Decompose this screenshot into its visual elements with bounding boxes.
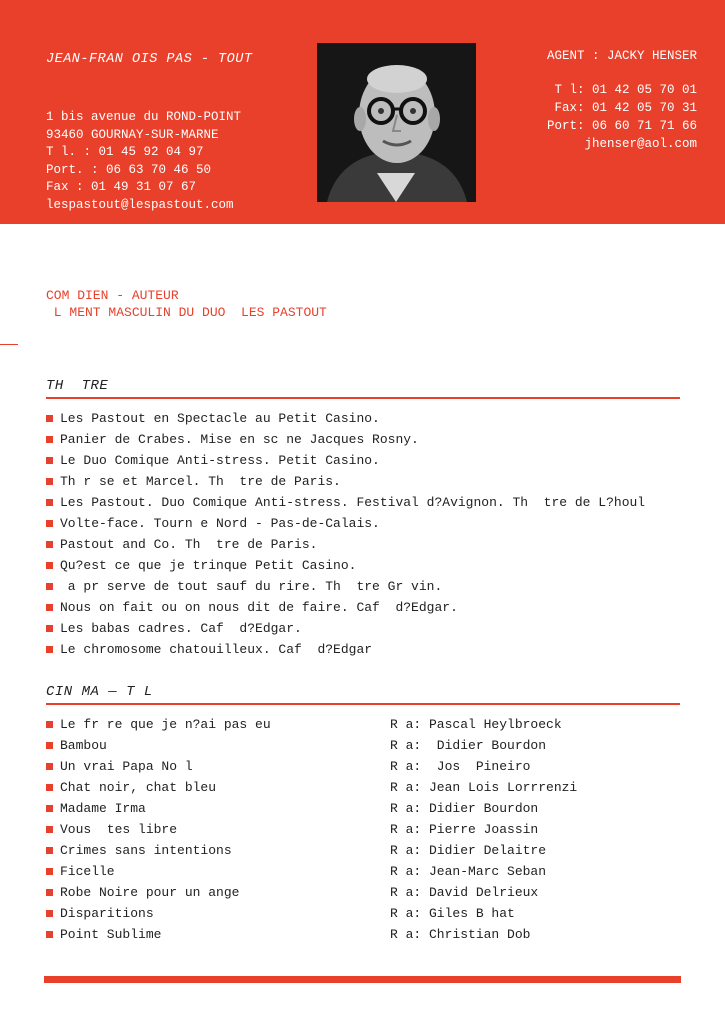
bullet-icon (46, 625, 53, 632)
theatre-item-text: Panier de Crabes. Mise en sc ne Jacques Rosny. (60, 432, 419, 447)
bullet-icon (46, 805, 53, 812)
agent-title: AGENT : JACKY HENSER (546, 49, 697, 63)
theatre-list (46, 408, 645, 660)
bullet-icon (46, 415, 53, 422)
agent-phone: T l: 01 42 05 70 01 (554, 83, 697, 97)
theatre-item-text: Le Duo Comique Anti-stress. Petit Casino. (60, 453, 380, 468)
film-title: Chat noir, chat bleu (60, 780, 217, 795)
agent-email[interactable]: jhenser@aol.com (584, 137, 697, 151)
theatre-item (46, 618, 645, 639)
theatre-heading: TH TRE (46, 378, 109, 394)
film-director: R a: Didier Bourdon (390, 738, 547, 753)
cinema-item (46, 756, 577, 777)
film-title: Le fr re que je n?ai pas eu (60, 717, 271, 732)
film-title: Bambou (60, 738, 107, 753)
margin-tick (0, 344, 18, 345)
cinema-item (46, 777, 577, 798)
bullet-icon (46, 520, 53, 527)
cinema-item (46, 924, 577, 945)
film-director: R a: Didier Delaitre (390, 843, 547, 858)
film-title: Point Sublime (60, 927, 162, 942)
cinema-item (46, 798, 577, 819)
film-director: R a: Didier Bourdon (390, 801, 539, 816)
theatre-item-text: Nous on fait ou on nous dit de faire. Caf d?Edgar. (60, 600, 458, 615)
bullet-icon (46, 847, 53, 854)
bullet-icon (46, 889, 53, 896)
theatre-item (46, 597, 645, 618)
theatre-item-text: Les Pastout en Spectacle au Petit Casino. (60, 411, 380, 426)
theatre-item (46, 513, 645, 534)
theatre-item (46, 450, 645, 471)
bullet-icon (46, 457, 53, 464)
agent-fax: Fax: 01 42 05 70 31 (554, 101, 697, 115)
theatre-item-text: a pr serve de tout sauf du rire. Th tre Gr vin. (60, 579, 443, 594)
cinema-item (46, 861, 577, 882)
role-block (46, 287, 327, 321)
agent-block (547, 47, 697, 153)
cinema-item (46, 840, 577, 861)
cinema-item (46, 735, 577, 756)
cinema-item (46, 882, 577, 903)
film-title: Madame Irma (60, 801, 146, 816)
bullet-icon (46, 436, 53, 443)
actor-name: JEAN-FRAN OIS PAS - TOUT (46, 52, 253, 67)
film-title: Ficelle (60, 864, 115, 879)
bullet-icon (46, 499, 53, 506)
cinema-item (46, 819, 577, 840)
contact-address: 1 bis avenue du ROND-POINT (46, 110, 242, 124)
contact-fax: Fax : 01 49 31 07 67 (46, 180, 197, 194)
film-director: R a: Giles B hat (390, 906, 515, 921)
portrait-photo (317, 43, 476, 202)
theatre-item-text: Qu?est ce que je trinque Petit Casino. (60, 558, 357, 573)
bullet-icon (46, 910, 53, 917)
film-title: Crimes sans intentions (60, 843, 232, 858)
portrait-image (317, 43, 476, 202)
contact-city: 93460 GOURNAY-SUR-MARNE (46, 127, 219, 142)
theatre-item-text: Les babas cadres. Caf d?Edgar. (60, 621, 302, 636)
cinema-list (46, 714, 577, 945)
film-director: R a: David Delrieux (390, 885, 539, 900)
theatre-item-text: Th r se et Marcel. Th tre de Paris. (60, 474, 341, 489)
bullet-icon (46, 541, 53, 548)
theatre-item-text: Les Pastout. Duo Comique Anti-stress. Festival d?Avignon. Th tre de L?houl (60, 495, 646, 510)
bullet-icon (46, 646, 53, 653)
footer-bar (44, 976, 681, 983)
bullet-icon (46, 604, 53, 611)
role-title: COM DIEN - AUTEUR (46, 288, 179, 303)
film-director: R a: Pierre Joassin (390, 822, 539, 837)
film-title: Disparitions (60, 906, 154, 921)
theatre-item-text: Le chromosome chatouilleux. Caf d?Edgar (60, 642, 373, 657)
cinema-item (46, 903, 577, 924)
contact-phone: T l. : 01 45 92 04 97 (46, 145, 204, 159)
theatre-item (46, 429, 645, 450)
film-title: Robe Noire pour un ange (60, 885, 240, 900)
theatre-item (46, 534, 645, 555)
film-director: R a: Jean-Marc Seban (390, 864, 547, 879)
film-title: Vous tes libre (60, 822, 178, 837)
film-title: Un vrai Papa No l (60, 759, 193, 774)
bullet-icon (46, 478, 53, 485)
theatre-item (46, 555, 645, 576)
theatre-item (46, 576, 645, 597)
bullet-icon (46, 583, 53, 590)
bullet-icon (46, 742, 53, 749)
header-banner (0, 0, 725, 224)
cinema-heading: CIN MA — T L (46, 684, 153, 700)
contact-email[interactable]: lespastout@lespastout.com (46, 197, 234, 212)
bullet-icon (46, 763, 53, 770)
theatre-item-text: Pastout and Co. Th tre de Paris. (60, 537, 318, 552)
film-director: R a: Jos Pineiro (390, 759, 531, 774)
contact-block (46, 109, 241, 214)
film-director: R a: Jean Lois Lorrrenzi (390, 780, 578, 795)
theatre-item (46, 639, 645, 660)
bullet-icon (46, 721, 53, 728)
film-director: R a: Pascal Heylbroeck (390, 717, 562, 732)
theatre-divider (46, 397, 680, 399)
theatre-item (46, 492, 645, 513)
contact-mobile: Port. : 06 63 70 46 50 (46, 162, 212, 177)
bullet-icon (46, 868, 53, 875)
cinema-item (46, 714, 577, 735)
agent-mobile: Port: 06 60 71 71 66 (546, 119, 697, 133)
bullet-icon (46, 562, 53, 569)
bullet-icon (46, 931, 53, 938)
cinema-divider (46, 703, 680, 705)
theatre-item-text: Volte-face. Tourn e Nord - Pas-de-Calais. (60, 516, 380, 531)
theatre-item (46, 408, 645, 429)
theatre-item (46, 471, 645, 492)
role-subtitle: L MENT MASCULIN DU DUO LES PASTOUT (46, 305, 327, 320)
bullet-icon (46, 826, 53, 833)
bullet-icon (46, 784, 53, 791)
film-director: R a: Christian Dob (390, 927, 531, 942)
